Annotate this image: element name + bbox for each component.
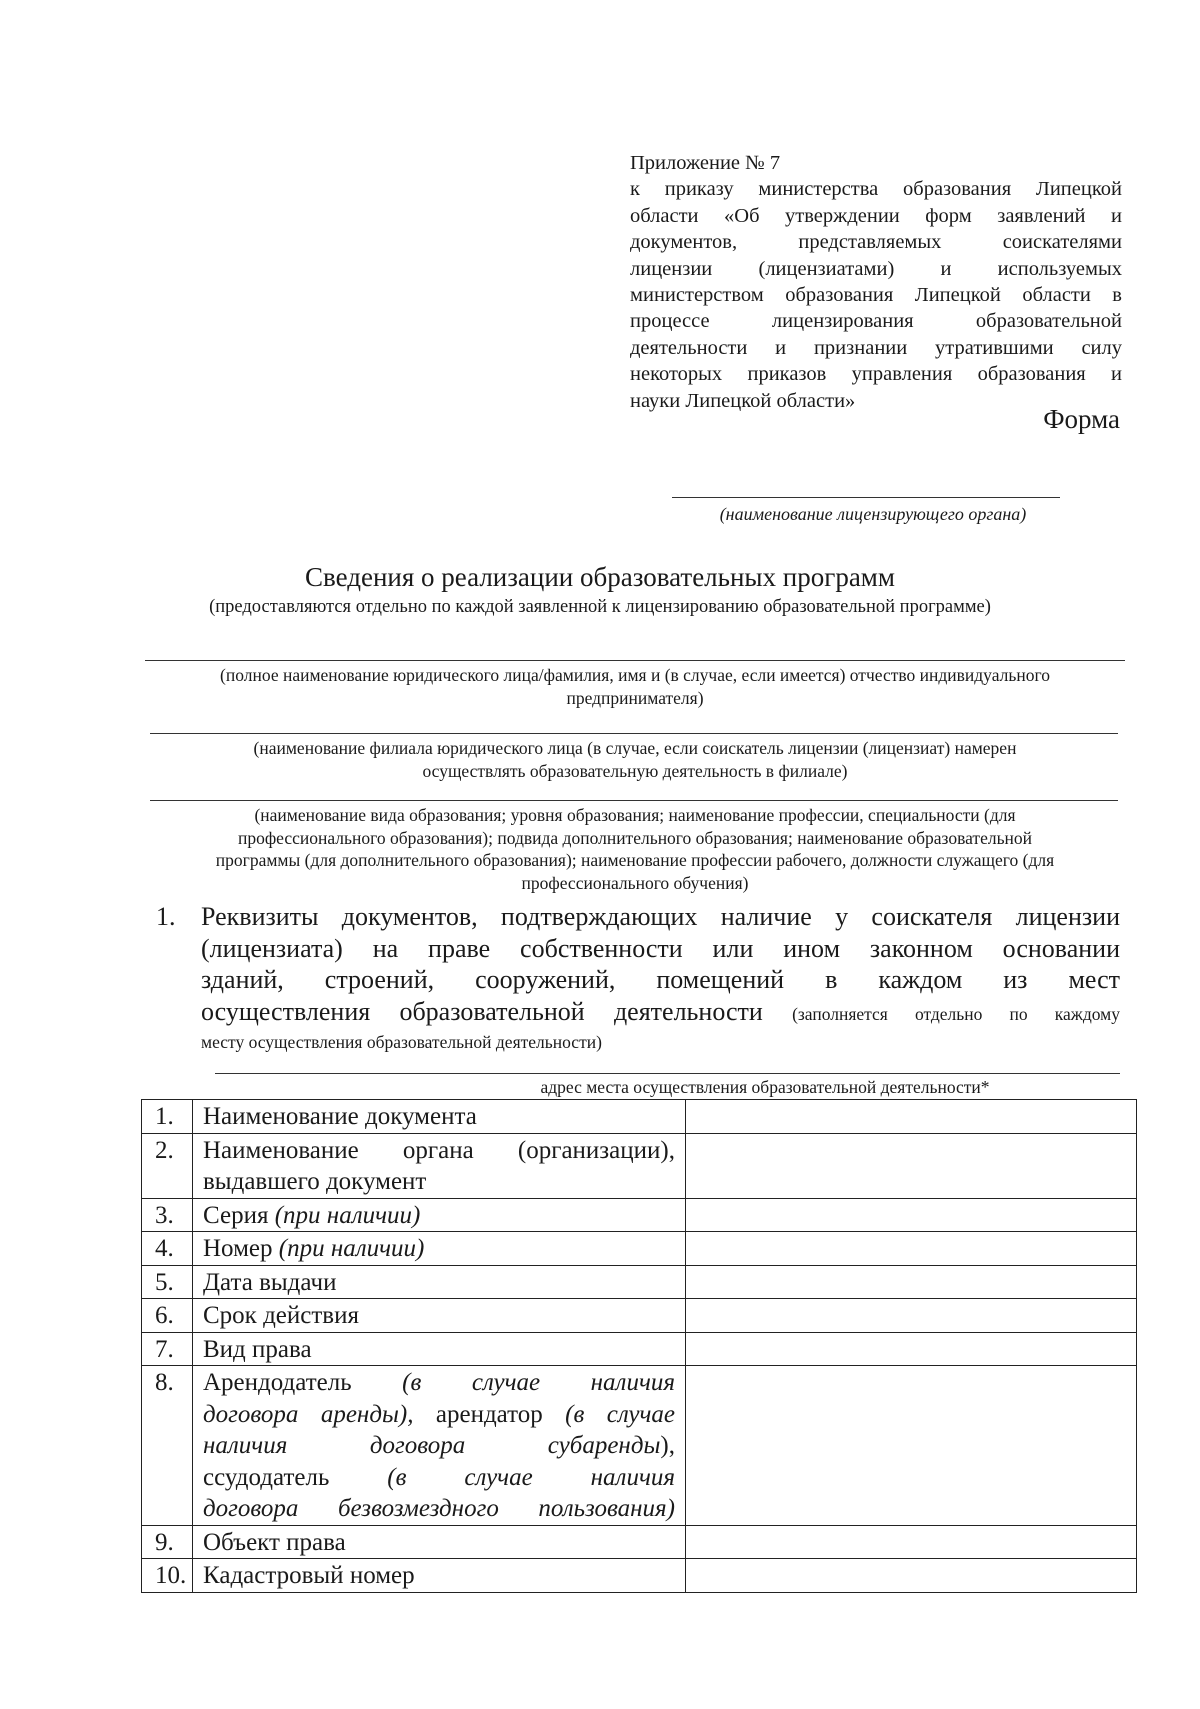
table-row xyxy=(142,1525,1137,1559)
row-label-line xyxy=(203,1430,675,1462)
program-line[interactable] xyxy=(150,800,1118,801)
row-label-line: договора безвозмездного пользования) xyxy=(203,1495,675,1522)
row-label-line xyxy=(203,1367,675,1399)
row-value-cell[interactable] xyxy=(686,1265,1137,1299)
caption-line: предпринимателя) xyxy=(566,687,704,708)
row-label-line xyxy=(203,1399,675,1431)
table-row xyxy=(142,1100,1137,1134)
section-line-text: осуществления образовательной деятельности xyxy=(201,996,763,1026)
section-line: Реквизиты документов, подтверждающих наличие у соискателя лицензии xyxy=(201,902,1120,931)
program-caption xyxy=(140,804,1130,894)
row-label-text: арендатор xyxy=(435,1400,543,1428)
row-label-line: Наименование органа (организации), xyxy=(203,1136,675,1164)
row-label-text: Номер xyxy=(203,1235,273,1262)
section-note: (заполняется отдельно по каждому xyxy=(792,1003,1121,1024)
section-1 xyxy=(150,901,1120,1054)
row-label-note: (при наличии) xyxy=(274,1201,421,1229)
row-number: 4. xyxy=(142,1232,193,1266)
row-label-line: выдавшего документ xyxy=(203,1168,427,1195)
authority-caption: (наименование лицензирующего органа) xyxy=(719,504,1027,524)
document-title: Сведения о реализации образовательных программ xyxy=(305,562,895,592)
row-number: 2. xyxy=(142,1133,193,1198)
documents-table xyxy=(141,1099,1137,1593)
section-line: (лицензиата) на праве собственности или ином законном основании xyxy=(201,933,1120,963)
row-label xyxy=(193,1366,686,1526)
row-value-cell[interactable] xyxy=(686,1525,1137,1559)
legal-entity-line[interactable] xyxy=(145,660,1125,661)
row-number: 8. xyxy=(142,1366,193,1526)
caption-line: профессионального образования); подвида дополнительного образования; наименование образовательной xyxy=(237,827,1033,848)
row-label-note: (в случае xyxy=(565,1400,676,1428)
table-row xyxy=(142,1232,1137,1266)
table-row xyxy=(142,1299,1137,1333)
row-number: 3. xyxy=(142,1198,193,1232)
row-label: Срок действия xyxy=(193,1299,686,1333)
caption-line: программы (для дополнительного образования); наименование профессии рабочего, должности служащего (для xyxy=(215,850,1055,870)
row-number: 6. xyxy=(142,1299,193,1333)
row-label xyxy=(193,1198,686,1232)
appendix-block xyxy=(630,150,1122,414)
caption-line: (наименование вида образования; уровня образования; наименование профессии, специальности (для xyxy=(254,805,1016,825)
row-value-cell[interactable] xyxy=(686,1299,1137,1333)
caption-line: (полное наименование юридического лица/фамилия, имя и (в случае, если имеется) отчество индивидуального xyxy=(220,665,1050,685)
form-label: Форма xyxy=(1043,404,1120,434)
row-value-cell[interactable] xyxy=(686,1198,1137,1232)
address-caption: адрес места осуществления образовательной деятельности* xyxy=(540,1077,990,1097)
row-value-cell[interactable] xyxy=(686,1100,1137,1134)
row-label: Наименование документа xyxy=(193,1100,686,1134)
appendix-title: Приложение № 7 xyxy=(630,152,781,174)
branch-caption xyxy=(140,737,1130,782)
document-subtitle: (предоставляются отдельно по каждой заявленной к лицензированию образовательной программе) xyxy=(209,597,991,617)
legal-entity-caption xyxy=(140,664,1130,709)
row-label-note: (в случае наличия xyxy=(402,1369,675,1396)
authority-line[interactable] xyxy=(672,497,1060,498)
section-line: зданий, строений, сооружений, помещений в каждом из мест xyxy=(201,965,1120,994)
row-value-cell[interactable] xyxy=(686,1133,1137,1198)
table-row xyxy=(142,1332,1137,1366)
row-label-note: (в случае наличия xyxy=(387,1463,675,1491)
section-line-4 xyxy=(201,996,1120,1031)
appendix-line: документов, представляемых соискателями xyxy=(630,231,1122,254)
table-row xyxy=(142,1133,1137,1198)
row-number: 7. xyxy=(142,1332,193,1366)
table-row xyxy=(142,1559,1137,1593)
row-value-cell[interactable] xyxy=(686,1559,1137,1593)
row-number: 10. xyxy=(142,1559,193,1593)
row-value-cell[interactable] xyxy=(686,1232,1137,1266)
row-value-cell[interactable] xyxy=(686,1366,1137,1526)
appendix-line: некоторых приказов управления образования и xyxy=(630,363,1122,386)
row-label-text: Серия xyxy=(203,1201,269,1229)
row-label: Вид права xyxy=(193,1332,686,1366)
appendix-line: министерством образования Липецкой области в xyxy=(630,284,1122,307)
row-label-text: ссудодатель xyxy=(203,1463,330,1491)
row-value-cell[interactable] xyxy=(686,1332,1137,1366)
caption-line: осуществлять образовательную деятельность в филиале) xyxy=(422,760,848,781)
row-number: 5. xyxy=(142,1265,193,1299)
row-label-text: Арендодатель xyxy=(203,1369,352,1396)
appendix-line: области «Об утверждении форм заявлений и xyxy=(630,204,1122,227)
appendix-line: лицензии (лицензиатами) и используемых xyxy=(630,257,1122,280)
table-row xyxy=(142,1198,1137,1232)
row-label-line xyxy=(203,1462,675,1494)
appendix-line: науки Липецкой области» xyxy=(630,389,856,412)
row-label: Объект права xyxy=(193,1525,686,1559)
row-label-text: ), xyxy=(660,1432,675,1459)
row-label-note: наличия договора субаренды xyxy=(203,1432,661,1459)
caption-line: (наименование филиала юридического лица (в случае, если соискатель лицензии (лицензиат) намерен xyxy=(253,738,1017,758)
branch-line[interactable] xyxy=(150,733,1118,734)
row-label-note: договора аренды), xyxy=(203,1400,414,1428)
row-label: Дата выдачи xyxy=(193,1265,686,1299)
caption-line: профессионального обучения) xyxy=(521,872,749,893)
row-label xyxy=(193,1133,686,1198)
row-number: 1. xyxy=(142,1100,193,1134)
section-note-cont: месту осуществления образовательной деятельности) xyxy=(201,1032,602,1052)
address-line[interactable] xyxy=(215,1073,1120,1074)
table-row xyxy=(142,1265,1137,1299)
row-number: 9. xyxy=(142,1525,193,1559)
appendix-line: процессе лицензирования образовательной xyxy=(630,310,1122,333)
table-row xyxy=(142,1366,1137,1526)
row-label: Кадастровый номер xyxy=(193,1559,686,1593)
row-label-note: (при наличии) xyxy=(278,1235,425,1262)
appendix-line: деятельности и признании утратившими силу xyxy=(630,336,1122,359)
row-label xyxy=(193,1232,686,1266)
appendix-line: к приказу министерства образования Липецкой xyxy=(630,178,1122,201)
section-number: 1. xyxy=(156,902,176,931)
